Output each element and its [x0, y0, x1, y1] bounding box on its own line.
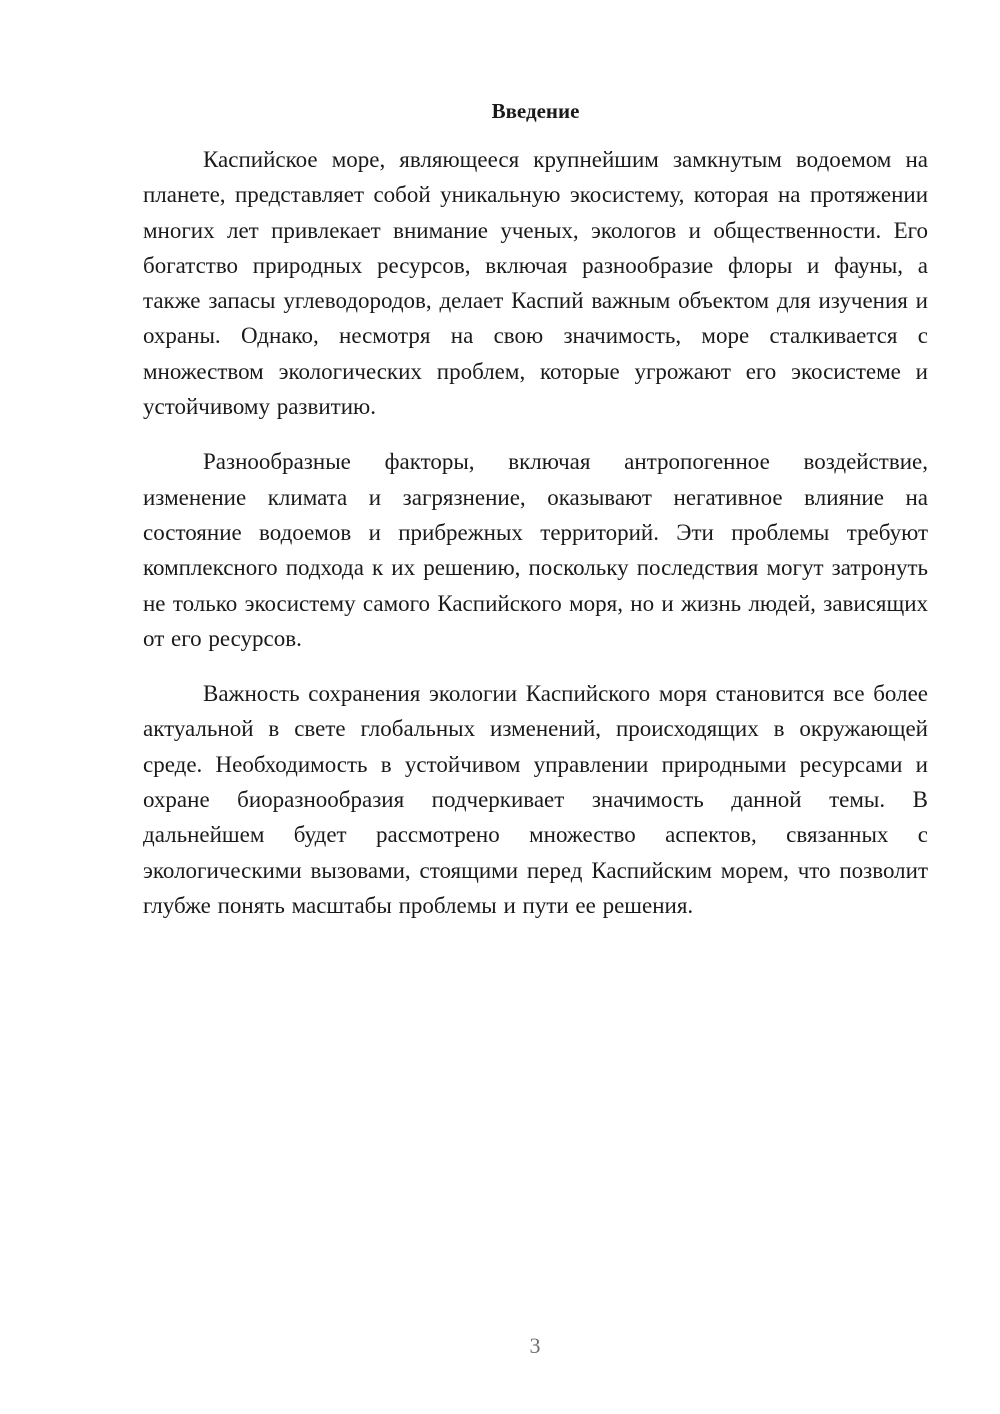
- body-text: [143, 142, 928, 943]
- paragraph-1: Каспийское море, являющееся крупнейшим замкнутым водоемом на планете, представляет собой уникальную экосистему, которая на протяжении многих лет привлекает внимание ученых, экологов и общественности. Его богатство природных ресурсов, включая разнообразие флоры и фауны, а также запасы углеводородов, делает Каспий важным объектом для изучения и охраны. Однако, несмотря на свою значимость, море сталкивается с множеством экологических проблем, которые угрожают его экосистеме и устойчивому развитию.: [143, 147, 928, 420]
- section-heading: Введение: [491, 99, 580, 123]
- paragraph-2: Разнообразные факторы, включая антропогенное воздействие, изменение климата и загрязнение, оказывают негативное влияние на состояние водоемов и прибрежных территорий. Эти проблемы требуют комплексного подхода к их решению, поскольку последствия могут затронуть не только экосистему самого Каспийского моря, но и жизнь людей, зависящих от его ресурсов.: [143, 449, 928, 651]
- paragraph-3: Важность сохранения экологии Каспийского моря становится все более актуальной в свете глобальных изменений, происходящих в окружающей среде. Необходимость в устойчивом управлении природными ресурсами и охране биоразнообразия подчеркивает значимость данной темы. В дальнейшем будет рассмотрено множество аспектов, связанных с экологическими вызовами, стоящими перед Каспийским морем, что позволит глубже понять масштабы проблемы и пути ее решения.: [143, 681, 928, 918]
- page-number: 3: [529, 1333, 541, 1358]
